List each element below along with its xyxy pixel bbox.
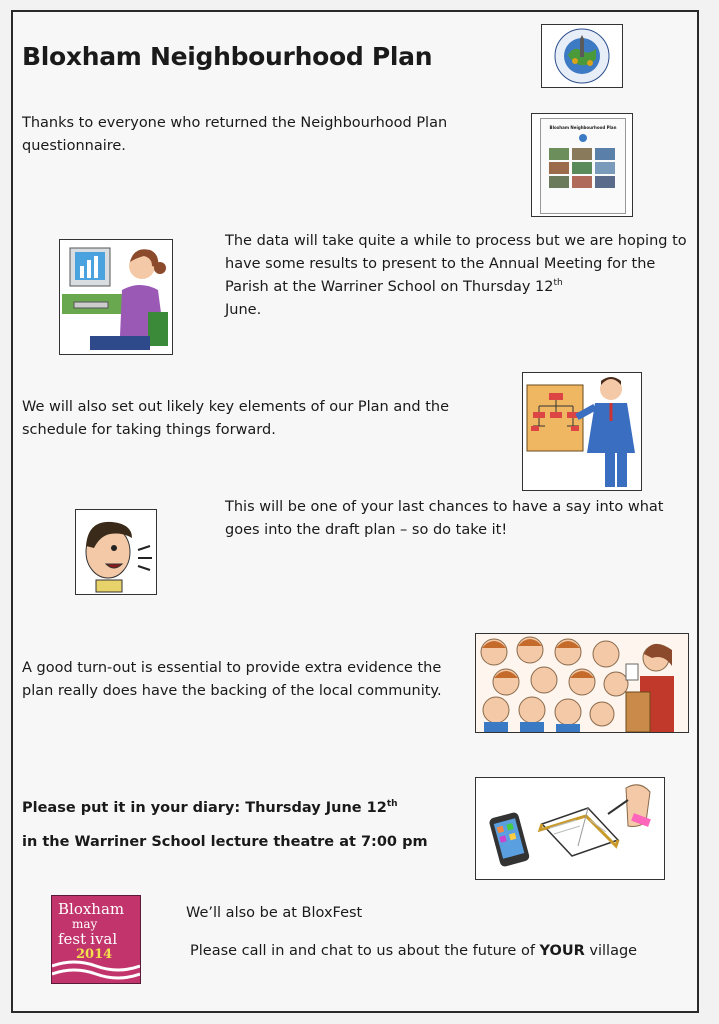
questionnaire-cover-image bbox=[531, 113, 633, 217]
bloxfest-line-2-start: Please call in and chat to us about the future of bbox=[190, 943, 540, 959]
bloxham-mayfestival-logo bbox=[51, 895, 141, 984]
wave-icon bbox=[52, 960, 140, 984]
audience-meeting-icon bbox=[476, 634, 688, 732]
bloxfest-line-2 bbox=[190, 940, 690, 963]
neighbourhood-plan-logo bbox=[541, 24, 623, 88]
data-processing-text: The data will take quite a while to process but we are hoping to have some results to present to the Annual Meeting for the Parish at the Warriner School on Thursday 12 bbox=[225, 233, 687, 295]
bloxfest-line-1: We’ll also be at BloxFest bbox=[186, 905, 363, 921]
turnout-paragraph: A good turn-out is essential to provide extra evidence the plan really does have the backing of the local community. bbox=[22, 660, 442, 699]
woman-at-computer-icon bbox=[60, 240, 172, 354]
thanks-paragraph: Thanks to everyone who returned the Neighbourhood Plan questionnaire. bbox=[22, 115, 448, 154]
page-title: Bloxham Neighbourhood Plan bbox=[22, 42, 433, 71]
festival-year: 2014 bbox=[76, 947, 113, 962]
last-chance-paragraph: This will be one of your last chances to have a say into what goes into the draft plan – so do take it! bbox=[225, 499, 664, 538]
diary-date-text: Please put it in your diary: Thursday June 12 bbox=[22, 800, 387, 816]
shouting-face-icon bbox=[76, 510, 156, 594]
festival-line-2: may bbox=[72, 917, 98, 931]
computer-user-image bbox=[59, 239, 173, 355]
phone-diary-image bbox=[475, 777, 665, 880]
bloxfest-line-2-bold: YOUR bbox=[539, 943, 585, 959]
globe-logo-icon bbox=[542, 25, 622, 87]
diary-date-suffix: th bbox=[386, 799, 398, 810]
presenter-with-chart-icon bbox=[523, 373, 641, 490]
audience-image bbox=[475, 633, 689, 733]
phone-and-notebook-icon bbox=[476, 778, 664, 879]
shouting-man-image bbox=[75, 509, 157, 595]
diary-line-2: in the Warriner School lecture theatre at 7:00 pm bbox=[22, 834, 428, 850]
cover-title: Bloxham Neighbourhood Plan bbox=[549, 125, 617, 130]
data-processing-paragraph bbox=[225, 230, 695, 322]
festival-line-1: Bloxham bbox=[58, 900, 125, 918]
festival-line-3b: ival bbox=[90, 930, 118, 948]
data-processing-tail: June. bbox=[225, 302, 262, 318]
diary-line-1 bbox=[22, 797, 462, 820]
festival-line-3a: fest bbox=[58, 930, 87, 948]
festival-line-3 bbox=[58, 932, 124, 947]
presenter-image bbox=[522, 372, 642, 491]
key-elements-paragraph: We will also set out likely key elements of our Plan and the schedule for taking things forward. bbox=[22, 399, 450, 438]
bloxfest-line-2-end: village bbox=[584, 943, 638, 959]
date-suffix: th bbox=[553, 278, 563, 289]
